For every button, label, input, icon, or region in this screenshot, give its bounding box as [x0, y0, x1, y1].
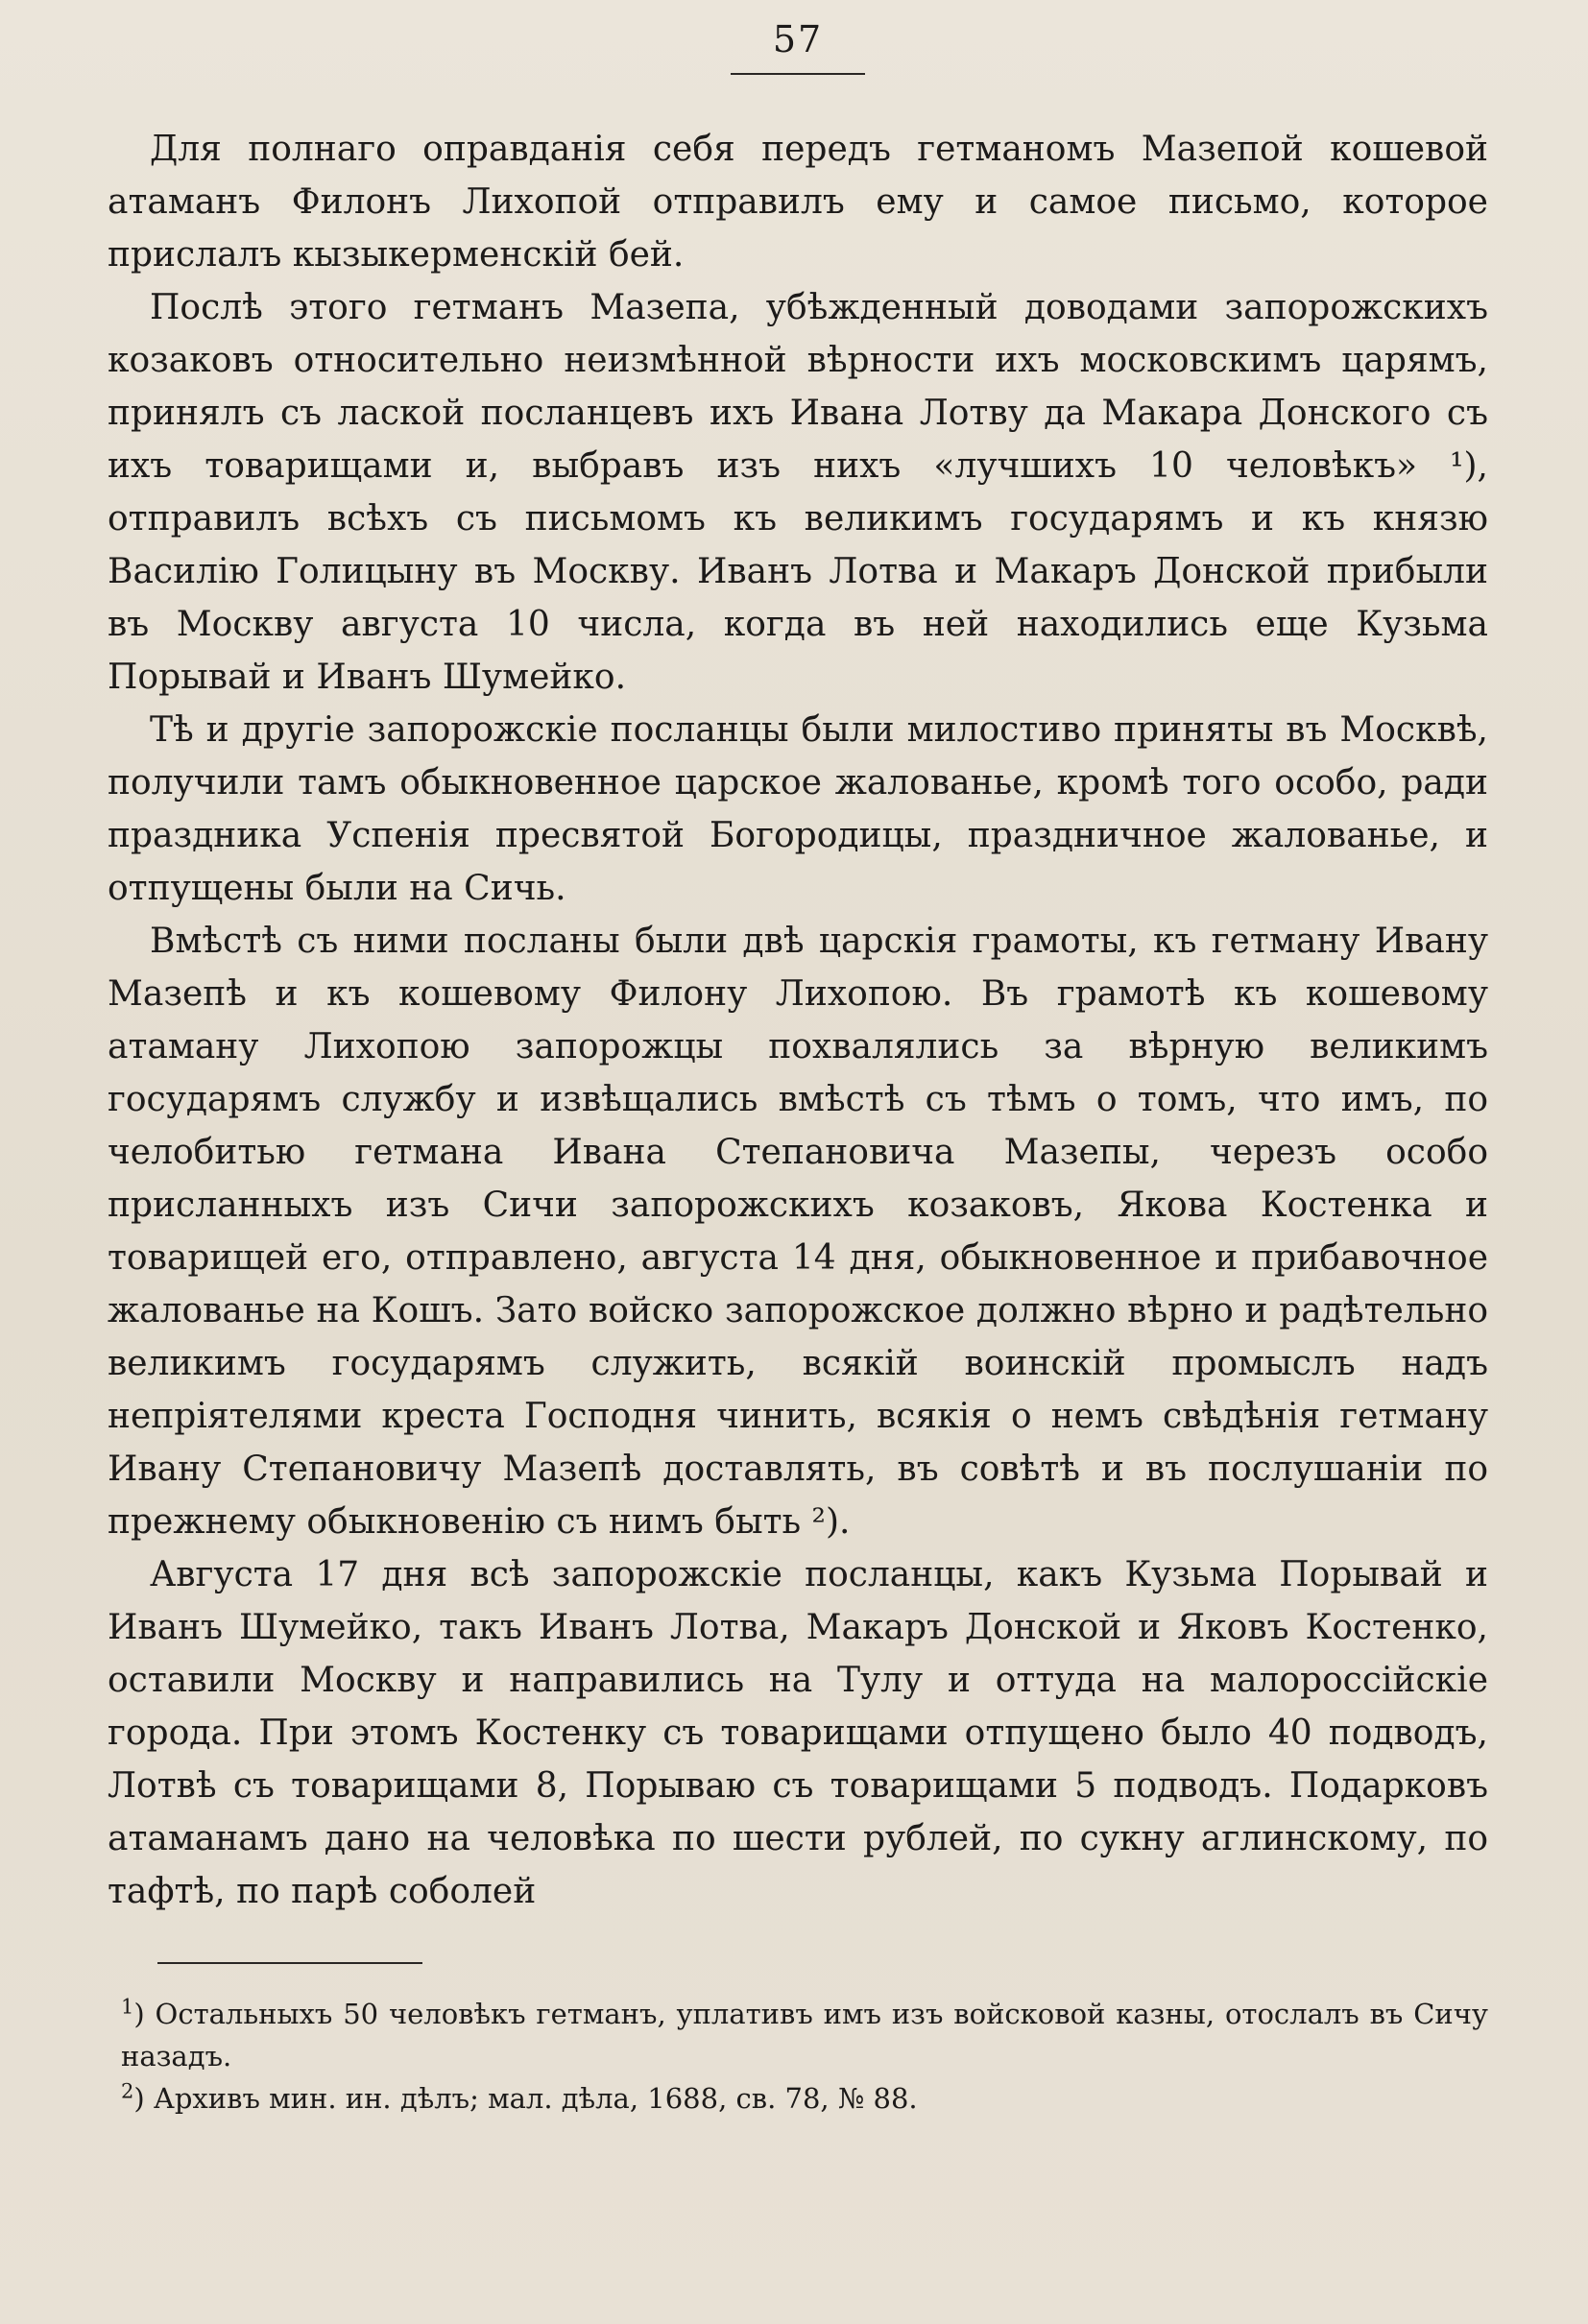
page-number: 57: [772, 18, 824, 60]
footnote-rule: [157, 1962, 422, 1964]
paragraph-2: Послѣ этого гетманъ Мазепа, убѣжденный доводами запорожскихъ козаковъ относительно неизмѣнной вѣрности ихъ московскимъ царямъ, принялъ съ лаской посланцевъ ихъ Ивана Лотву да Макара Донского съ ихъ товарищами и, выбравъ изъ нихъ «лучшихъ 10 человѣкъ» ¹), отправилъ всѣхъ съ письмомъ къ великимъ государямъ и къ князю Василію Голицыну въ Москву. Иванъ Лотва и Макаръ Донской прибыли въ Москву августа 10 числа, когда въ ней находились еще Кузьма Порывай и Иванъ Шумейко.: [108, 288, 1488, 697]
paragraph-4: Вмѣстѣ съ ними посланы были двѣ царскія грамоты, къ гетману Ивану Мазепѣ и къ кошевому Филону Лихопою. Въ грамотѣ къ кошевому атаману Лихопою запорожцы похвалялись за вѣрную великимъ государямъ службу и извѣщались вмѣстѣ съ тѣмъ о томъ, что имъ, по челобитью гетмана Ивана Степановича Мазепы, черезъ особо присланныхъ изъ Сичи запорожскихъ козаковъ, Якова Костенка и товарищей его, отправлено, августа 14 дня, обыкновенное и прибавочное жалованье на Кошъ. Зато войско запорожское должно вѣрно и радѣтельно великимъ государямъ служить, всякій воинскій промыслъ надъ непріятелями креста Господня чинить, всякія о немъ свѣдѣнія гетману Ивану Степановичу Мазепѣ доставлять, въ совѣтѣ и въ послушаніи по прежнему обыкновенію съ нимъ быть ²).: [108, 922, 1488, 1542]
paragraph-5: Августа 17 дня всѣ запорожскіе посланцы, какъ Кузьма Порывай и Иванъ Шумейко, такъ Иванъ Лотва, Макаръ Донской и Яковъ Костенко, оставили Москву и направились на Тулу и оттуда на малороссійскіе города. При этомъ Костенку съ товарищами отпущено было 40 подводъ, Лотвѣ съ товарищами 8, Порываю съ товарищами 5 подводъ. Подарковъ атаманамъ дано на человѣка по шести рублей, по сукну аглинскому, по тафтѣ, по парѣ соболей: [108, 1555, 1488, 1911]
footnotes: [108, 1993, 1488, 2120]
header-rule: [731, 73, 865, 75]
paragraph-1: Для полнаго оправданія себя передъ гетманомъ Мазепой кошевой атаманъ Филонъ Лихопой отправилъ ему и самое письмо, которое прислалъ кызыкерменскій бей.: [108, 130, 1488, 275]
footnote-text: ) Остальныхъ 50 человѣкъ гетманъ, уплативъ имъ изъ войсковой казны, отослалъ въ Сичу назадъ.: [121, 1998, 1488, 2072]
main-text: [108, 123, 1488, 1918]
footnote-marker: 1: [121, 1995, 134, 2019]
paragraph-3: Тѣ и другіе запорожскіе посланцы были милостиво приняты въ Москвѣ, получили тамъ обыкновенное царское жалованье, кромѣ того особо, ради праздника Успенія пресвятой Богородицы, праздничное жалованье, и отпущены были на Сичь.: [108, 710, 1488, 908]
footnote-1: [108, 1993, 1488, 2077]
footnote-marker: 2: [121, 2079, 134, 2103]
footnote-2: [108, 2077, 1488, 2120]
footnote-text: ) Архивъ мин. ин. дѣлъ; мал. дѣла, 1688, св. 78, № 88.: [133, 2082, 918, 2115]
